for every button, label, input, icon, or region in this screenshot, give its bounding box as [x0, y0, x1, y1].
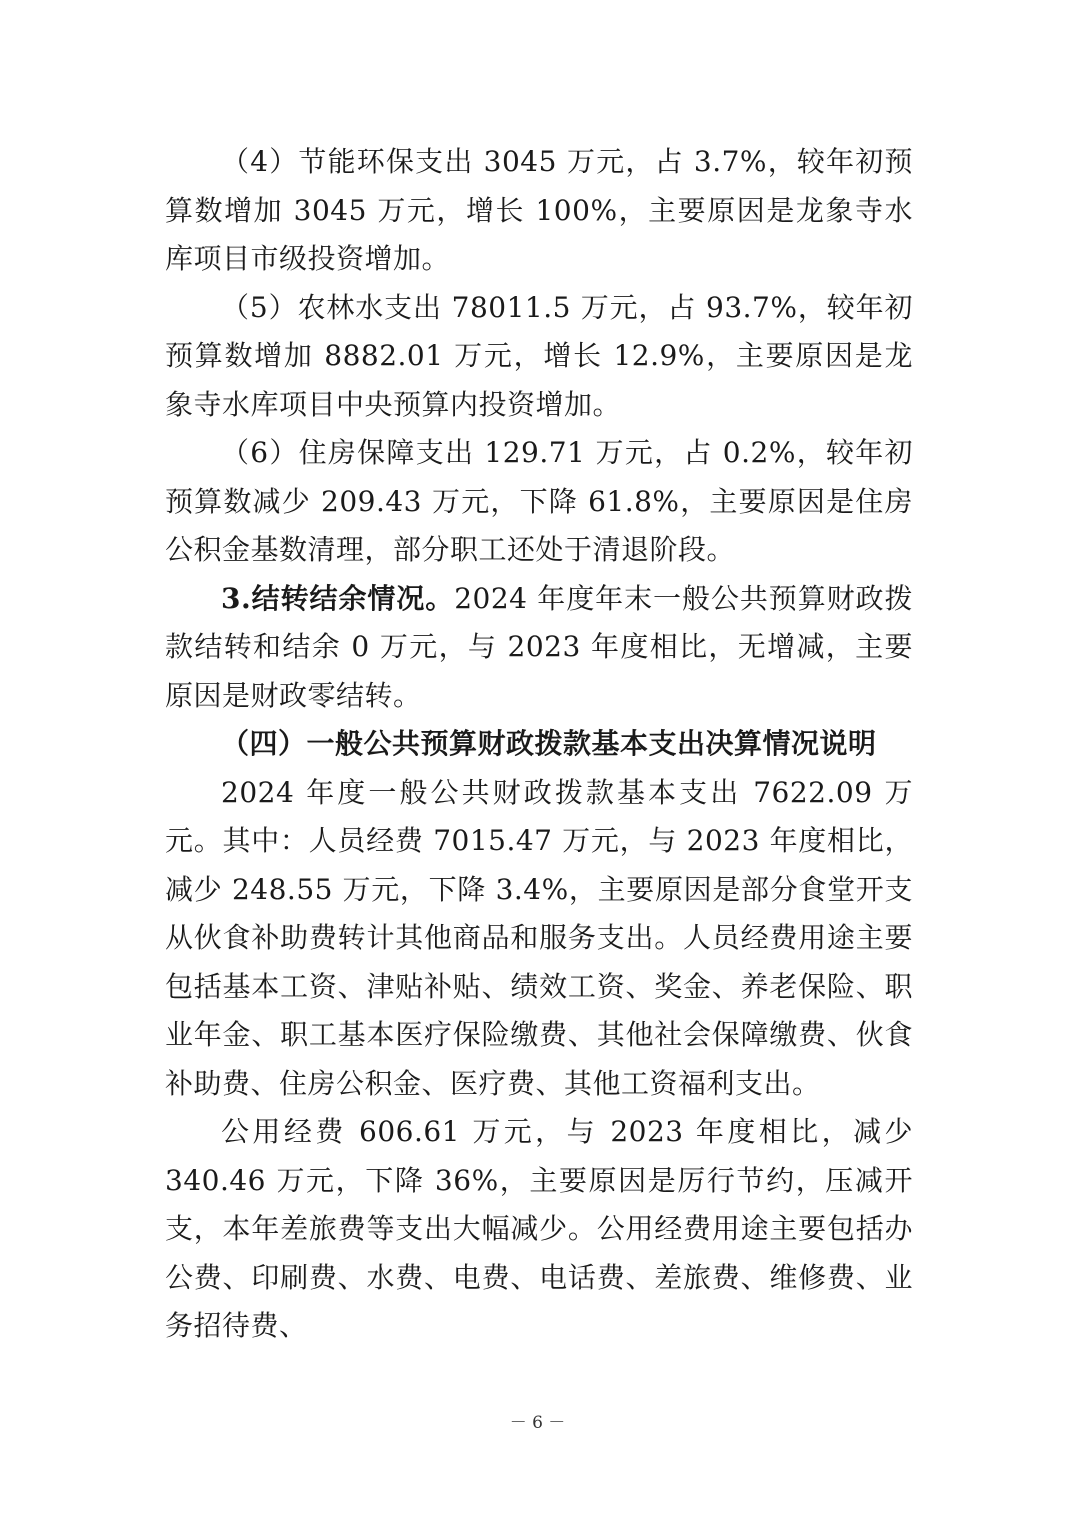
document-body — [165, 138, 913, 1351]
paragraph-housing-security: （6）住房保障支出 129.71 万元，占 0.2%，较年初预算数减少 209.43 万元，下降 61.8%，主要原因是住房公积金基数清理，部分职工还处于清退阶段。 — [165, 436, 913, 566]
paragraph-agriculture-forestry-water: （5）农林水支出 78011.5 万元，占 93.7%，较年初预算数增加 8882.01 万元，增长 12.9%，主要原因是龙象寺水库项目中央预算内投资增加。 — [165, 290, 913, 421]
paragraph-basic-expense: 2024 年度一般公共财政拨款基本支出 7622.09 万元。其中：人员经费 7015.47 万元，与 2023 年度相比，减少 248.55 万元，下降 3.4%，主要原因是部分食堂开支从伙食补助费转计其他商品和服务支出。人员经费用途主要包括基本工资、津贴补贴、绩效工资、奖金、养老保险、职业年金、职工基本医疗保险缴费、其他社会保障缴费、伙食补助费、住房公积金、医疗费、其他工资福利支出。 — [165, 775, 913, 1100]
carryover-text: 2024 年度年末一般公共预算财政拨款结转和结余 0 万元，与 2023 年度相比，无增减，主要原因是财政零结转。 — [165, 581, 913, 712]
page-number: － 6 － — [509, 1413, 566, 1433]
paragraph-public-expense: 公用经费 606.61 万元，与 2023 年度相比，减少 340.46 万元，下降 36%，主要原因是厉行节约，压减开支，本年差旅费等支出大幅减少。公用经费用途主要包括办公费、印刷费、水费、电费、电话费、差旅费、维修费、业务招待费、 — [165, 1115, 913, 1342]
paragraph-energy-environment: （4）节能环保支出 3045 万元，占 3.7%，较年初预算数增加 3045 万元，增长 100%，主要原因是龙象寺水库项目市级投资增加。 — [165, 145, 913, 275]
carryover-label: 3.结转结余情况。 — [221, 581, 455, 615]
paragraph-carryover — [165, 575, 913, 721]
section-heading: （四）一般公共预算财政拨款基本支出决算情况说明 — [221, 727, 877, 760]
